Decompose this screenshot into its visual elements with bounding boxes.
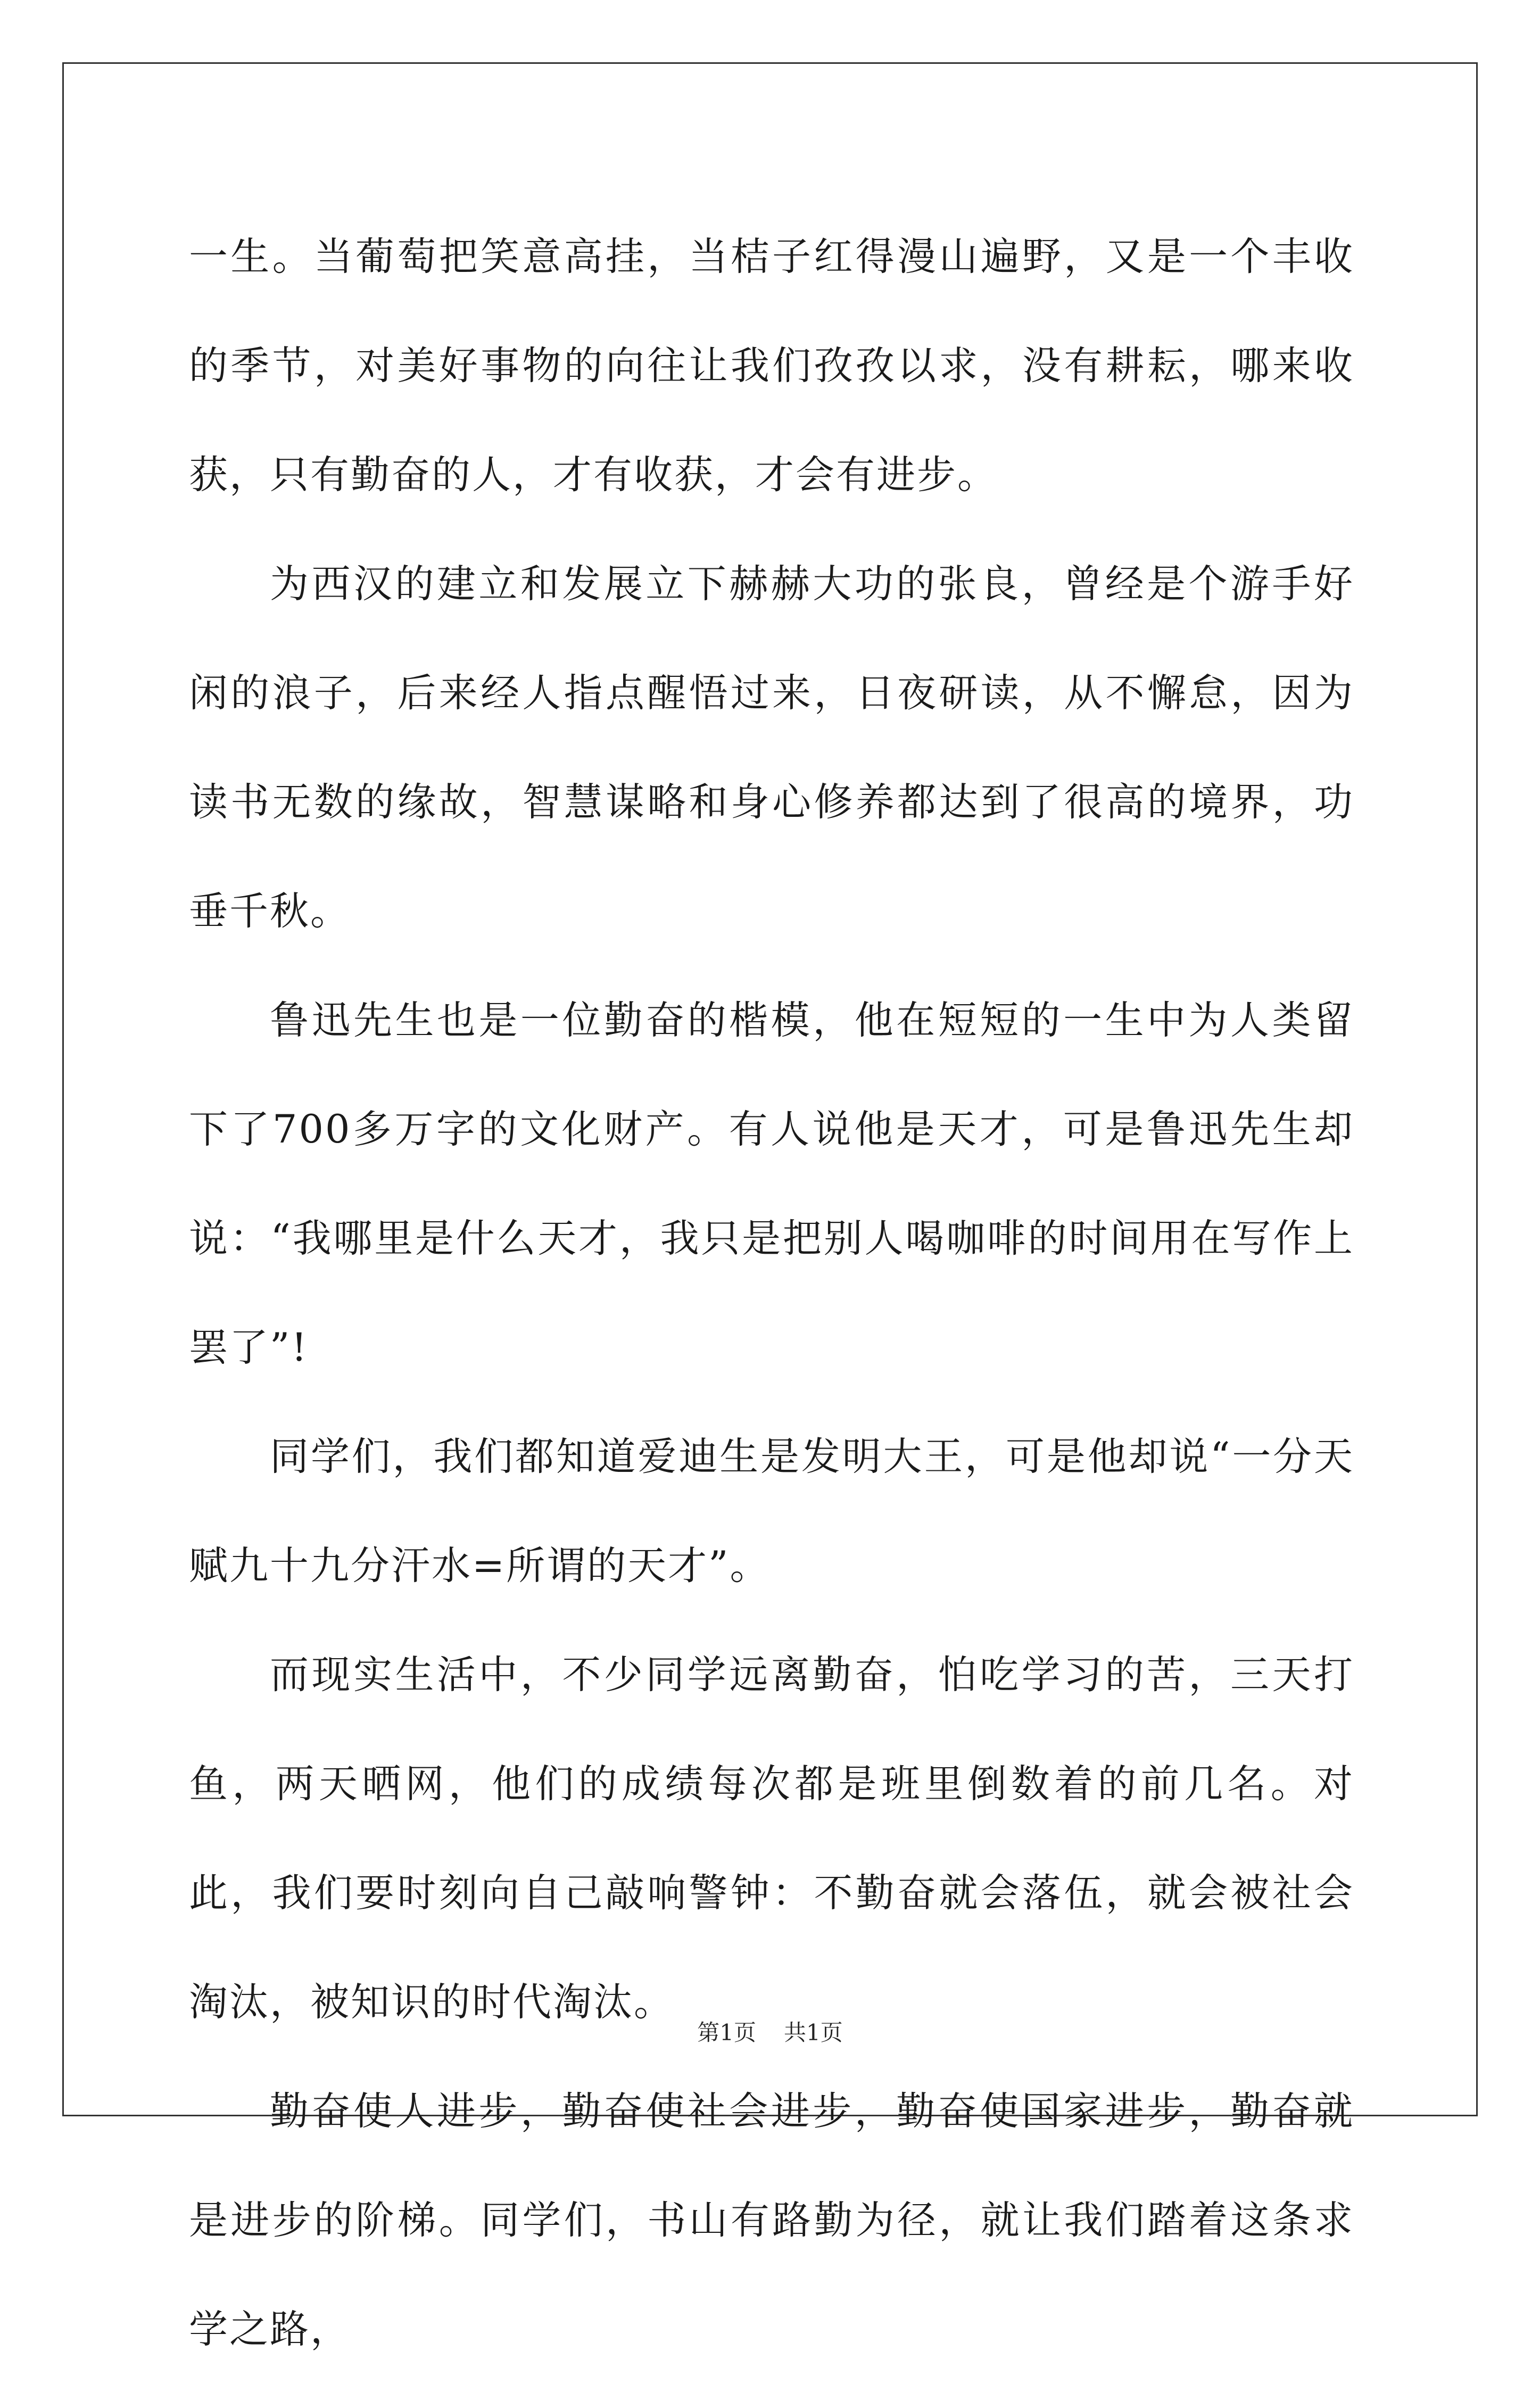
- document-body: [189, 202, 1354, 2384]
- paragraph-6: 勤奋使人进步，勤奋使社会进步，勤奋使国家进步，勤奋就是进步的阶梯。同学们，书山有路勤为径，就让我们踏着这条求学之路，: [189, 2089, 1354, 2352]
- page-total: 共1页: [784, 2019, 843, 2046]
- paragraph-4: 同学们，我们都知道爱迪生是发明大王，可是他却说“一分天赋九十九分汗水=所谓的天才”。: [189, 1434, 1354, 1588]
- paragraph-3: 鲁迅先生也是一位勤奋的楷模，他在短短的一生中为人类留下了700多万字的文化财产。有人说他是天才，可是鲁迅先生却说：“我哪里是什么天才，我只是把别人喝咖啡的时间用在写作上罢了”!: [189, 998, 1354, 1370]
- page-number: 第1页: [697, 2019, 756, 2046]
- paragraph-2: 为西汉的建立和发展立下赫赫大功的张良，曾经是个游手好闲的浪子，后来经人指点醒悟过来，日夜研读，从不懈怠，因为读书无数的缘故，智慧谋略和身心修养都达到了很高的境界，功垂千秋。: [189, 561, 1354, 934]
- paragraph-1: 一生。当葡萄把笑意高挂，当桔子红得漫山遍野，又是一个丰收的季节，对美好事物的向往让我们孜孜以求，没有耕耘，哪来收获，只有勤奋的人，才有收获，才会有进步。: [189, 234, 1354, 498]
- page-footer: [0, 2017, 1540, 2049]
- paragraph-5: 而现实生活中，不少同学远离勤奋，怕吃学习的苦，三天打鱼，两天晒网，他们的成绩每次都是班里倒数着的前几名。对此，我们要时刻向自己敲响警钟：不勤奋就会落伍，就会被社会淘汰，被知识的时代淘汰。: [189, 1652, 1354, 2025]
